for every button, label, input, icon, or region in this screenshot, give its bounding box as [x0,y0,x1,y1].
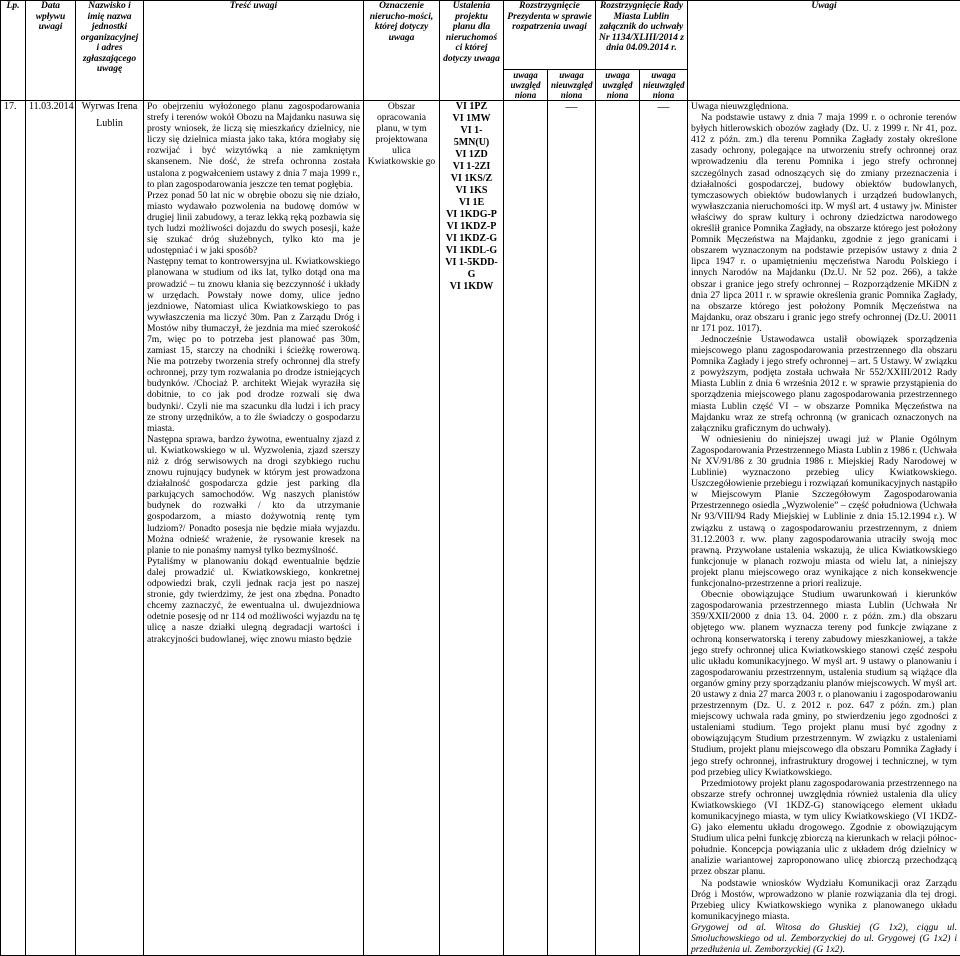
ustalenie-symbol: VI 1-5KDD-G [443,257,500,281]
header-rada-nieuwzgledniona: uwaga nieuwzględ niona [640,70,688,101]
uwagi-paragraph: Na podstawie ustawy z dnia 7 maja 1999 r. o ochronie terenów byłych hitlerowskich obozów zagłady (Dz. U. z 1999 r. Nr 41, poz. 412 z późn. zm.) dla terenu Pomnika Zagłady zostały określone zasady ochrony, polegające na utworzeniu strefy ochronnej oraz wprowadzeniu dla terenu Pomnika i jego strefy ochronnej szczególnych zasad odnoszących się do zmiany przeznaczenia i działalności gospodarczej, budowy obiektów budowlanych, tymczasowych obiektów budowlanych i urządzeń budowlanych, wywłaszczania nieruchomości itp. W myśl art. 4 ustawy jw. Minister właściwy do spraw kultury i ochrony dziedzictwa narodowego określił granice Pomnika Zagłady, na obszarze którego jest położony Pomnik Męczeństwa na Majdanku, zgodnie z jego granicami i obszarem wyznaczonym na podstawie przepisów ustawy z dnia 2 lipca 1947 r. o upamiętnieniu męczeństwa Narodu Polskiego i innych Narodów na Majdanku (Dz.U. Nr 52 poz. 266), a także obszar i granice jego strefy ochronnej – Rozporządzenie MKiDN z dnia 27 lipca 2011 r. w sprawie określenia granic Pomnika Zagłady, na obszarze którego jest położony Pomnik Męczeństwa na Majdanku, oraz obszaru i granic jego strefy ochronnej (Dz.U. 20011 nr 171 poz. 1017). [691,112,957,334]
row-tresc [144,101,364,956]
header-tresc: Treść uwagi [144,1,364,101]
header-uwagi: Uwagi [688,1,960,101]
header-prezydent: Rozstrzygnięcie Prezydenta w sprawie rozpatrzenia uwagi [504,1,596,70]
tresc-paragraph: Po obejrzeniu wyłożonego planu zagospodarowania strefy i terenów wokół Obozu na Majdanku nasuwa się prosty wniosek, że liczą się mieszkańcy dzielnicy, nie liczy się dzielnica miasta jako taka, która mogłaby się rozwijać i być wizytówką a nie zamkniętym skansenem. Nie dość, że strefa ochronna została ustalona z pogwałceniem ustawy z dnia 7 maja 1999 r., to plan zagospodarowania jeszcze ten temat pogłębia. [147,101,360,190]
ustalenie-symbol: VI 1KS/Z [443,173,500,185]
header-date: Data wpływu uwagi [26,1,76,101]
uwagi-paragraph: Przedmiotowy projekt planu zagospodarowania przestrzennego na obszarze strefy ochronnej uwzględnia również ustalenia dla ulicy Kwiatkowskiego (VI 1KDZ-G) stanowiącego element układu komunikacyjnego miasta, w tym ulicy Kwiatkowskiego (VI 1KDZ-G) jako elementu układu drogowego. Zgodnie z obowiązującym Studium ulica pełni funkcję zbiorczą na kierunkach w relacji północ-południe. Koncepcja powiązania ulic z układem dróg dzielnicy w analizie wariantowej zaproponowano ulicę zbiorczą przechodzącą przez obszar planu. [691,778,957,878]
row-date: 11.03.2014 [26,101,76,956]
header-oznaczenie: Oznaczenie nierucho-mości, której dotyczy uwaga [364,1,440,101]
row-oznaczenie: Obszar opracowania planu, w tym projektowana ulica Kwiatkowskie go [364,101,440,956]
uwagi-paragraph: Na podstawie wniosków Wydziału Komunikacji oraz Zarządu Dróg i Mostów, wprowadzono w planie rozwiązania dla tej drogi. Przebieg ulicy Kwiatkowskiego wynika z planowanego układu komunikacyjnego miasta. [691,878,957,922]
ustalenie-symbol: VI 1KDZ-P [443,221,500,233]
row-lp: 17. [1,101,26,956]
header-ustalenia: Ustalenia projektu planu dla nieruchomoś ci której dotyczy uwaga [440,1,504,101]
rada-uwzgledniona-cell [596,101,640,956]
uwagi-paragraph: W odniesieniu do niniejszej uwagi już w Planie Ogólnym Zagospodarowania Przestrzennego Miasta Lublin z 1986 r. (Uchwała Nr XV/91/86 z 30 grudnia 1986 r. Miejskiej Rady Narodowej w Lublinie) wyznaczono przebieg ulicy Kwiatkowskiego. Uszczegółowienie przebiegu i rozwiązań komunikacyjnych nastąpiło w Miejscowym Planie Szczegółowym Zagospodarowania Przestrzennego osiedla „Wyzwolenie” – część południowa (Uchwała Nr 93/VIII/94 Rady Miejskiej w Lublinie z dnia 15.12.1994 r.). W związku z ustawą o zagospodarowaniu przestrzennym, z dniem 31.12.2003 r. ww. plany zagospodarowania utraciły swoją moc prawną. Przywołane ustalenia wskazują, że ulica Kwiatkowskiego funkcjonuje w planach rozwoju miasta od wielu lat, a niniejszy projekt planu miejscowego oraz wynikające z nich konsekwencje funkcjonalno-przestrzenne a priori realizuje. [691,434,957,589]
rada-nieuwzgledniona-cell: — [640,101,688,956]
tresc-paragraph: Pytaliśmy w planowaniu dokąd ewentualnie będzie dalej prowadzić ul. Kwiatkowskiego, konkretnej odpowiedzi brak, czyli jednak racja jest po naszej stronie, gdy twierdzimy, że jest ona zbędna. Ponadto chcemy zaznaczyć, że ewentualna ul. dwujezdniowa odetnie posesję od nr 114 od możliwości wyjazdu na tę ulicę a nasze działki ulegną degradacji wartości i atrakcyjności budowlanej, więc znowu miasto będzie [147,556,360,645]
header-name: Nazwisko i imię nazwa jednostki organizacyjnej i adres zgłaszającego uwagę [76,1,144,101]
submitter-name: Wyrwas Irena [79,101,140,113]
ustalenie-symbol: VI 1ZD [443,149,500,161]
header-lp: Lp. [1,1,26,101]
ustalenie-symbol: VI 1PZ [443,101,500,113]
ustalenie-symbol: VI 1-2ZI [443,161,500,173]
header-prezydent-nieuwzgledniona: uwaga nieuwzględ niona [548,70,596,101]
ustalenie-symbol: VI 1-5MN(U) [443,125,500,149]
tresc-paragraph: Następny temat to kontrowersyjna ul. Kwiatkowskiego planowana w studium od iks lat, tylko dotąd ona ma prowadzić – tu znowu kłania się bezczynność i układy w urzędach. Powstały nowe domy, ulice jedno jezdniowe, Natomiast ulica Kwiatkowskiego to pas wywłaszczenia ma liczyć 30m. Pan z Zarządu Dróg i Mostów niby tłumaczył, że jezdnia ma mieć szerokość 7m, więc po to potrzeba jest planować pas 30m, zamiast 15, starczy na chodniki i ścieżkę rowerową. Nie ma potrzeby tworzenia strefy ochronnej dla strefy ochronnej, przy tym rozwalania po drodze istniejących budynków. /Chociaż P. architekt Wiejak wyraziła się dobitnie, to co jak pod drodze rozwali się dwa budynki/. Czyli nie ma szacunku dla ludzi i ich pracy ze strony urzędników, a to źle świadczy o gospodarzu miasta. [147,256,360,434]
ustalenie-symbol: VI 1E [443,197,500,209]
ustalenie-symbol: VI 1KDZ-G [443,233,500,245]
row-ustalenia [440,101,504,956]
ustalenie-symbol: VI 1KDL-G [443,245,500,257]
header-rada: Rozstrzygnięcie Rady Miasta Lublin załącznik do uchwały Nr 1134/XLIII/2014 z dnia 04.09.2014 r. [596,1,688,70]
header-prezydent-uwzgledniona: uwaga uwzględ niona [504,70,548,101]
table-row [1,101,960,956]
header-rada-uwzgledniona: uwaga uwzględ niona [596,70,640,101]
ustalenie-symbol: VI 1KDG-P [443,209,500,221]
ustalenie-symbol: VI 1MW [443,113,500,125]
uwagi-paragraph: Grygowej od al. Witosa do Głuskiej (G 1x2), ciągu ul. Smoluchowskiego od ul. Zemborzyckiej do ul. Grygowej (G 1x2) i przedłużenia ul. Zemborzyckiej (G 1x2). [691,922,957,955]
tresc-paragraph: Następna sprawa, bardzo żywotna, ewentualny zjazd z ul. Kwiatkowskiego w ul. Wyzwolenia, zjazd szerszy niż z dróg serwisowych na drogi szybkiego ruchu znowu rujnujący budynek w którym jest prowadzona działalność gospodarcza gdzie jest parking dla parkujących samochodów. Wg naszych planistów budynek do rozwałki / kto da utrzymanie gospodarzom, a miasto dożywotnią rentę tym ludziom?/ Ponadto posesja nie będzie miała wyjazdu. Można odnieść wrażenie, że rysowanie kresek na planie to nie ponaśmy namysł tylko bezmyślność. [147,434,360,556]
uwagi-paragraph: Uwaga nieuwzględniona. [691,101,957,112]
uwagi-paragraph: Jednocześnie Ustawodawca ustalił obowiązek sporządzenia miejscowego planu zagospodarowania przestrzennego dla obszaru Pomnika Zagłady i jego strefy ochronnej – art. 5 Ustawy. W związku z powyższym, podjęta została uchwała Nr 552/XXIII/2012 Rady Miasta Lublin z dnia 6 września 2012 r. w sprawie przystąpienia do sporządzenia miejscowego planu zagospodarowania przestrzennego miasta Lublin część VI – w obszarze Pomnika Męczeństwa na Majdanku wraz ze strefą ochronną (w granicach oznaczonych na załączniku graficznym do uchwały). [691,334,957,434]
prezydent-nieuwzgledniona-cell: — [548,101,596,956]
row-name [76,101,144,956]
ustalenie-symbol: VI 1KDW [443,281,500,293]
tresc-paragraph: Przez ponad 50 lat nic w obrębie obozu się nie działo, miasto wydawało pozwolenia na budowę domów w drugiej linii zabudowy, a teraz lekką ręką pozbawia się tych ludzi możliwości dojazdu do swych posesji, każe się szukać dróg służebnych, tylko kto ma je udostępniać i w jaki sposób? [147,190,360,257]
prezydent-uwzgledniona-cell [504,101,548,956]
row-uwagi [688,101,960,956]
submitter-city: Lublin [79,118,140,130]
ustalenie-symbol: VI 1KS [443,185,500,197]
uwagi-paragraph: Obecnie obowiązujące Studium uwarunkowań i kierunków zagospodarowania przestrzennego miasta Lublin (Uchwała Nr 359/XXII/2000 z dnia 13. 04. 2000 r. z późn. zm.) dla obszaru objętego ww. planem wyznacza tereny pod funkcje związane z ochroną konserwatorską i tereny zabudowy mieszkaniowej, a także jego strefy ochronnej ulica Kwiatkowskiego stanowi część zespołu ulic układu komunikacyjnego. W myśl art. 9 ustawy o planowaniu i zagospodarowaniu przestrzennym, ustalenia studium są wiążące dla organów gminy przy sporządzaniu planów miejscowych. W myśl art. 20 ustawy z dnia 27 marca 2003 r. o planowaniu i zagospodarowaniu przestrzennym (Dz. U. z 2012 r. poz. 647 z późn. zm.) plan miejscowy uchwala rada gminy, po stwierdzeniu jego zgodności z ustaleniami studium. Tego projekt planu musi być zgodny z obowiązującym Studium przestrzennym. W związku z ustaleniami Studium, projekt planu miejscowego dla obszaru Pomnika Zagłady i jego strefy ochronnej, infrastruktury drogowej i technicznej, w tym pod przebieg ulicy Kwiatkowskiego. [691,589,957,778]
